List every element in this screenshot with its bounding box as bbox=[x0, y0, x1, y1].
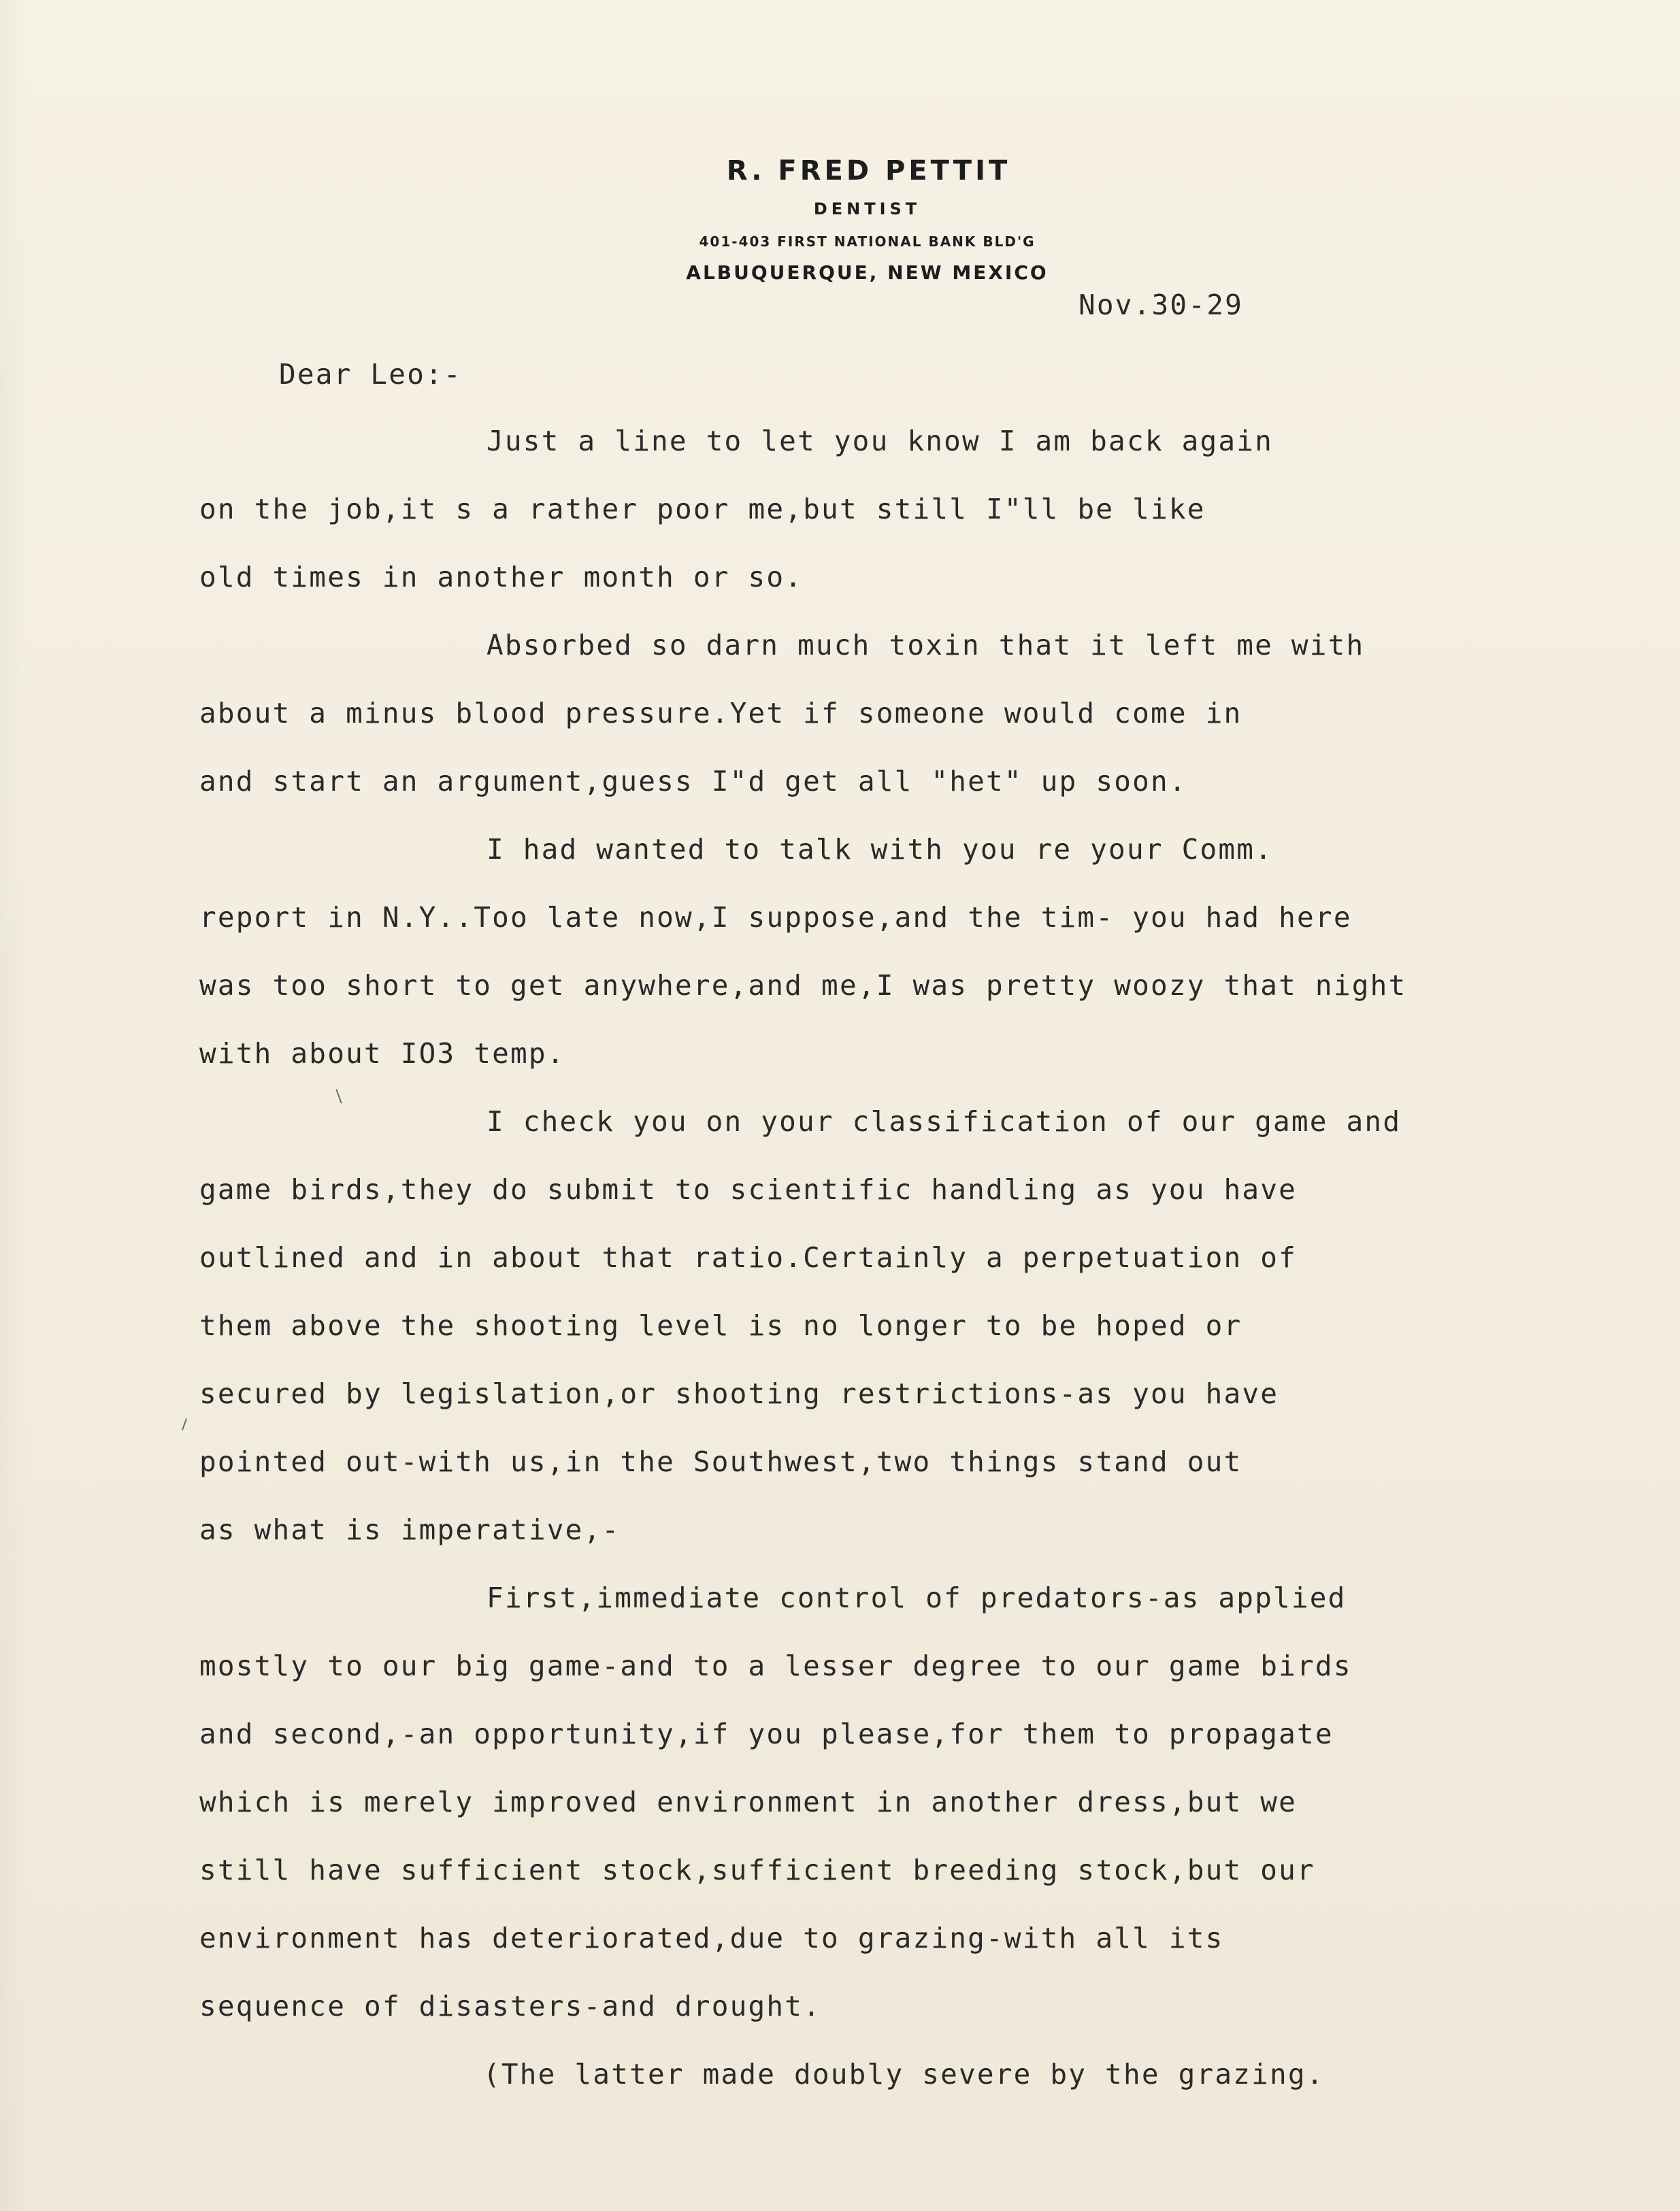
body-line: about a minus blood pressure.Yet if someone would come in bbox=[199, 697, 1242, 730]
body-line: environment has deteriorated,due to grazing-with all its bbox=[199, 1922, 1224, 1954]
body-line: outlined and in about that ratio.Certainly a perpetuation of bbox=[199, 1241, 1298, 1274]
stray-pen-mark bbox=[335, 1089, 342, 1103]
body-line: Just a line to let you know I am back again bbox=[487, 425, 1274, 457]
page-edge-shadow bbox=[0, 0, 27, 2211]
body-line: mostly to our big game-and to a lesser degree to our game birds bbox=[199, 1650, 1352, 1682]
body-line: old times in another month or so. bbox=[199, 561, 804, 593]
body-line: still have sufficient stock,sufficient breeding stock,but our bbox=[199, 1854, 1315, 1886]
letterhead-name: R. FRED PETTIT bbox=[726, 155, 1011, 186]
body-line: and second,-an opportunity,if you please,for them to propagate bbox=[199, 1718, 1334, 1750]
stray-pen-mark bbox=[182, 1418, 187, 1430]
body-line: (The latter made doubly severe by the grazing. bbox=[483, 2058, 1325, 2091]
salutation: Dear Leo:- bbox=[279, 358, 462, 391]
body-line: and start an argument,guess I"d get all "het" up soon. bbox=[199, 765, 1187, 798]
body-line: was too short to get anywhere,and me,I was pretty woozy that night bbox=[199, 969, 1407, 1002]
body-line: I check you on your classification of our game and bbox=[487, 1105, 1402, 1138]
body-line: First,immediate control of predators-as applied bbox=[487, 1582, 1347, 1614]
body-line: as what is imperative,- bbox=[199, 1513, 621, 1546]
body-line: game birds,they do submit to scientific handling as you have bbox=[199, 1173, 1298, 1206]
body-line: sequence of disasters-and drought. bbox=[199, 1990, 822, 2022]
body-line: which is merely improved environment in another dress,but we bbox=[199, 1786, 1298, 1818]
letterhead-title: DENTIST bbox=[813, 199, 921, 218]
body-line: pointed out-with us,in the Southwest,two things stand out bbox=[199, 1445, 1242, 1478]
body-line: with about IO3 temp. bbox=[199, 1037, 565, 1070]
body-line: them above the shooting level is no longer to be hoped or bbox=[199, 1309, 1242, 1342]
body-line: report in N.Y..Too late now,I suppose,and the tim- you had here bbox=[199, 901, 1352, 934]
letterhead-address: 401-403 FIRST NATIONAL BANK BLD'G bbox=[699, 233, 1036, 250]
body-line: on the job,it s a rather poor me,but still I"ll be like bbox=[199, 493, 1206, 525]
body-line: I had wanted to talk with you re your Comm. bbox=[487, 833, 1274, 866]
letter-date: Nov.30-29 bbox=[1078, 289, 1243, 321]
letterhead-city: ALBUQUERQUE, NEW MEXICO bbox=[686, 261, 1049, 284]
body-line: Absorbed so darn much toxin that it left me with bbox=[487, 629, 1365, 661]
body-line: secured by legislation,or shooting restrictions-as you have bbox=[199, 1377, 1279, 1410]
